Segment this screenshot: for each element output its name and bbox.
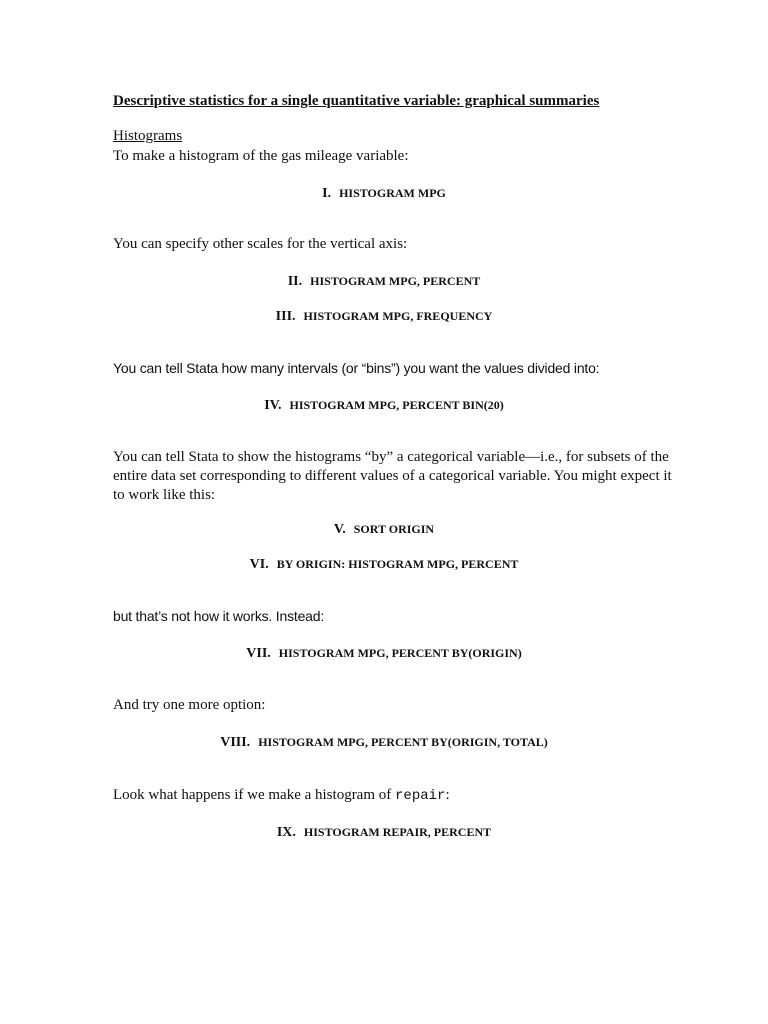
command-text: HISTOGRAM MPG, PERCENT [310,274,481,288]
bins-paragraph: You can tell Stata how many intervals (or “bins”) you want the values divided into: [113,360,600,376]
command-text: HISTOGRAM MPG, PERCENT BIN [289,398,484,412]
page-title: Descriptive statistics for a single quantitative variable: graphical summaries [113,93,600,109]
command-line [0,307,768,325]
command-text: HISTOGRAM MPG [339,186,446,200]
repair-prefix: Look what happens if we make a histogram of [113,787,396,803]
command-suffix: (20) [483,398,504,412]
command-number: VI. [249,557,269,572]
repair-paragraph [113,786,683,806]
instead-paragraph: but that’s not how it works. Instead: [113,608,325,624]
repair-suffix: : [445,787,450,803]
command-number: I. [322,186,332,201]
section-heading: Histograms [113,128,183,144]
repair-code: repair [395,788,446,804]
command-text: HISTOGRAM MPG, PERCENT BY(ORIGIN, TOTAL) [258,735,548,749]
command-number: VII. [246,646,271,661]
command-number: II. [287,274,303,289]
scales-paragraph: You can specify other scales for the vertical axis: [113,236,408,252]
command-line [0,520,768,538]
command-text: HISTOGRAM MPG, PERCENT BY(ORIGIN) [278,646,522,660]
command-line [0,272,768,290]
command-line [0,823,768,841]
intro-paragraph: To make a histogram of the gas mileage variable: [113,148,409,164]
command-line [0,555,768,573]
command-number: V. [333,522,346,537]
command-text: BY ORIGIN: HISTOGRAM MPG, PERCENT [276,557,519,571]
command-number: IX. [276,825,296,840]
command-number: III. [275,309,296,324]
command-text: SORT ORIGIN [353,522,435,536]
command-line [0,396,768,414]
command-line [0,184,768,202]
command-line [0,733,768,751]
command-text: HISTOGRAM MPG, FREQUENCY [303,309,493,323]
command-text: HISTOGRAM REPAIR, PERCENT [303,825,492,839]
command-line [0,644,768,662]
option-paragraph: And try one more option: [113,697,266,713]
command-number: VIII. [220,735,251,750]
by-paragraph: You can tell Stata to show the histograms “by” a categorical variable—i.e., for subsets of the entire data set corresponding to different values of a categorical variable. You might expect it to work like this: [113,449,672,503]
command-number: IV. [264,398,282,413]
